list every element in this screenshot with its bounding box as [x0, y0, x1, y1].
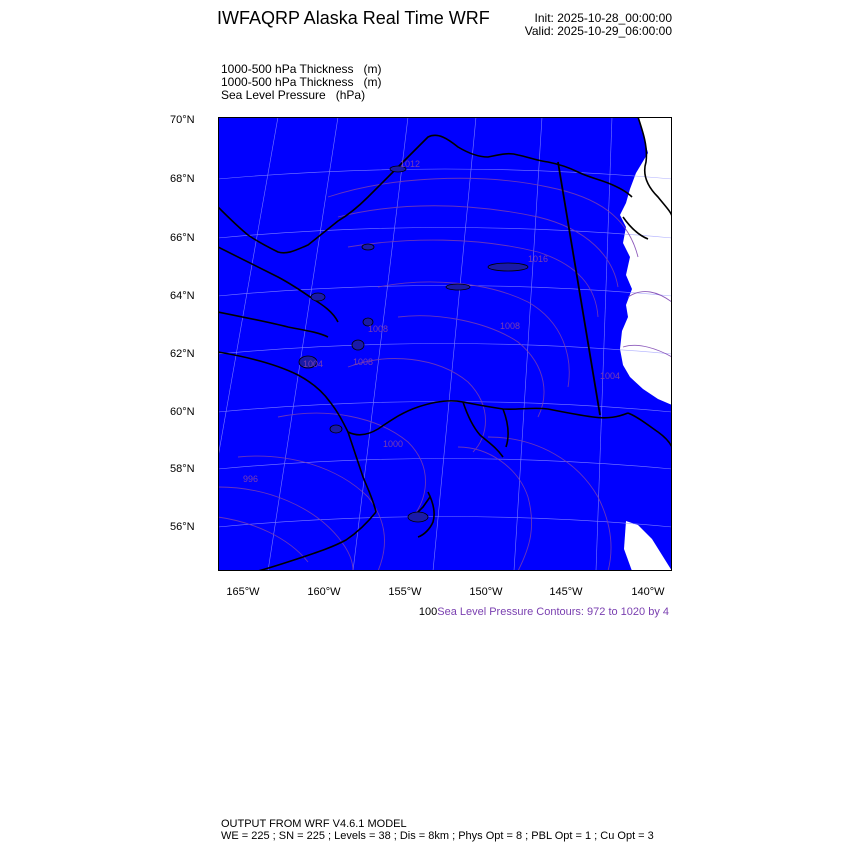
slp-label: 1008: [368, 324, 389, 334]
map-panel: [218, 117, 672, 571]
map-title: IWFAQRP Alaska Real Time WRF: [217, 8, 490, 28]
lon-label-145: 145°W: [549, 586, 583, 598]
lat-label-64: 64°N: [170, 290, 195, 302]
slp-label: 1004: [303, 359, 324, 369]
lat-label-66: 66°N: [170, 232, 195, 244]
slp-label: 1016: [528, 254, 549, 264]
slp-label: 1004: [600, 371, 621, 381]
lon-label-165: 165°W: [226, 586, 260, 598]
lat-label-56: 56°N: [170, 521, 195, 533]
slp-label: 1008: [353, 357, 374, 367]
time-info: [525, 12, 672, 38]
lat-label-62: 62°N: [170, 348, 195, 360]
model-version: OUTPUT FROM WRF V4.6.1 MODEL: [221, 818, 407, 830]
map-canvas: [218, 117, 672, 571]
lat-label-58: 58°N: [170, 463, 195, 475]
contour-note: [419, 606, 669, 618]
lat-label-60: 60°N: [170, 406, 195, 418]
lat-label-70: 70°N: [170, 114, 195, 126]
contour-note-prefix: 100: [418, 606, 438, 618]
init-time: Init: 2025-10-28_00:00:00: [534, 11, 672, 25]
lon-label-160: 160°W: [307, 586, 341, 598]
lon-label-155: 155°W: [388, 586, 422, 598]
lat-label-68: 68°N: [170, 173, 195, 185]
field-list: [221, 63, 382, 102]
model-footer: [221, 818, 654, 842]
contour-note-text: Sea Level Pressure Contours: 972 to 1020 by 4: [437, 606, 669, 618]
field-slp: Sea Level Pressure (hPa): [221, 88, 366, 102]
slp-label: 1008: [500, 321, 521, 331]
slp-label: 1000: [383, 439, 404, 449]
valid-time: Valid: 2025-10-29_06:00:00: [524, 24, 672, 38]
lon-label-140: 140°W: [631, 586, 665, 598]
field-thickness-1: 1000-500 hPa Thickness (m): [221, 62, 382, 76]
slp-label: 996: [243, 474, 259, 484]
lon-label-150: 150°W: [469, 586, 503, 598]
model-config: WE = 225 ; SN = 225 ; Levels = 38 ; Dis = 8km ; Phys Opt = 8 ; PBL Opt = 1 ; Cu Opt = 3: [221, 830, 654, 842]
slp-label: 1012: [400, 159, 421, 169]
field-thickness-2: 1000-500 hPa Thickness (m): [221, 75, 382, 89]
